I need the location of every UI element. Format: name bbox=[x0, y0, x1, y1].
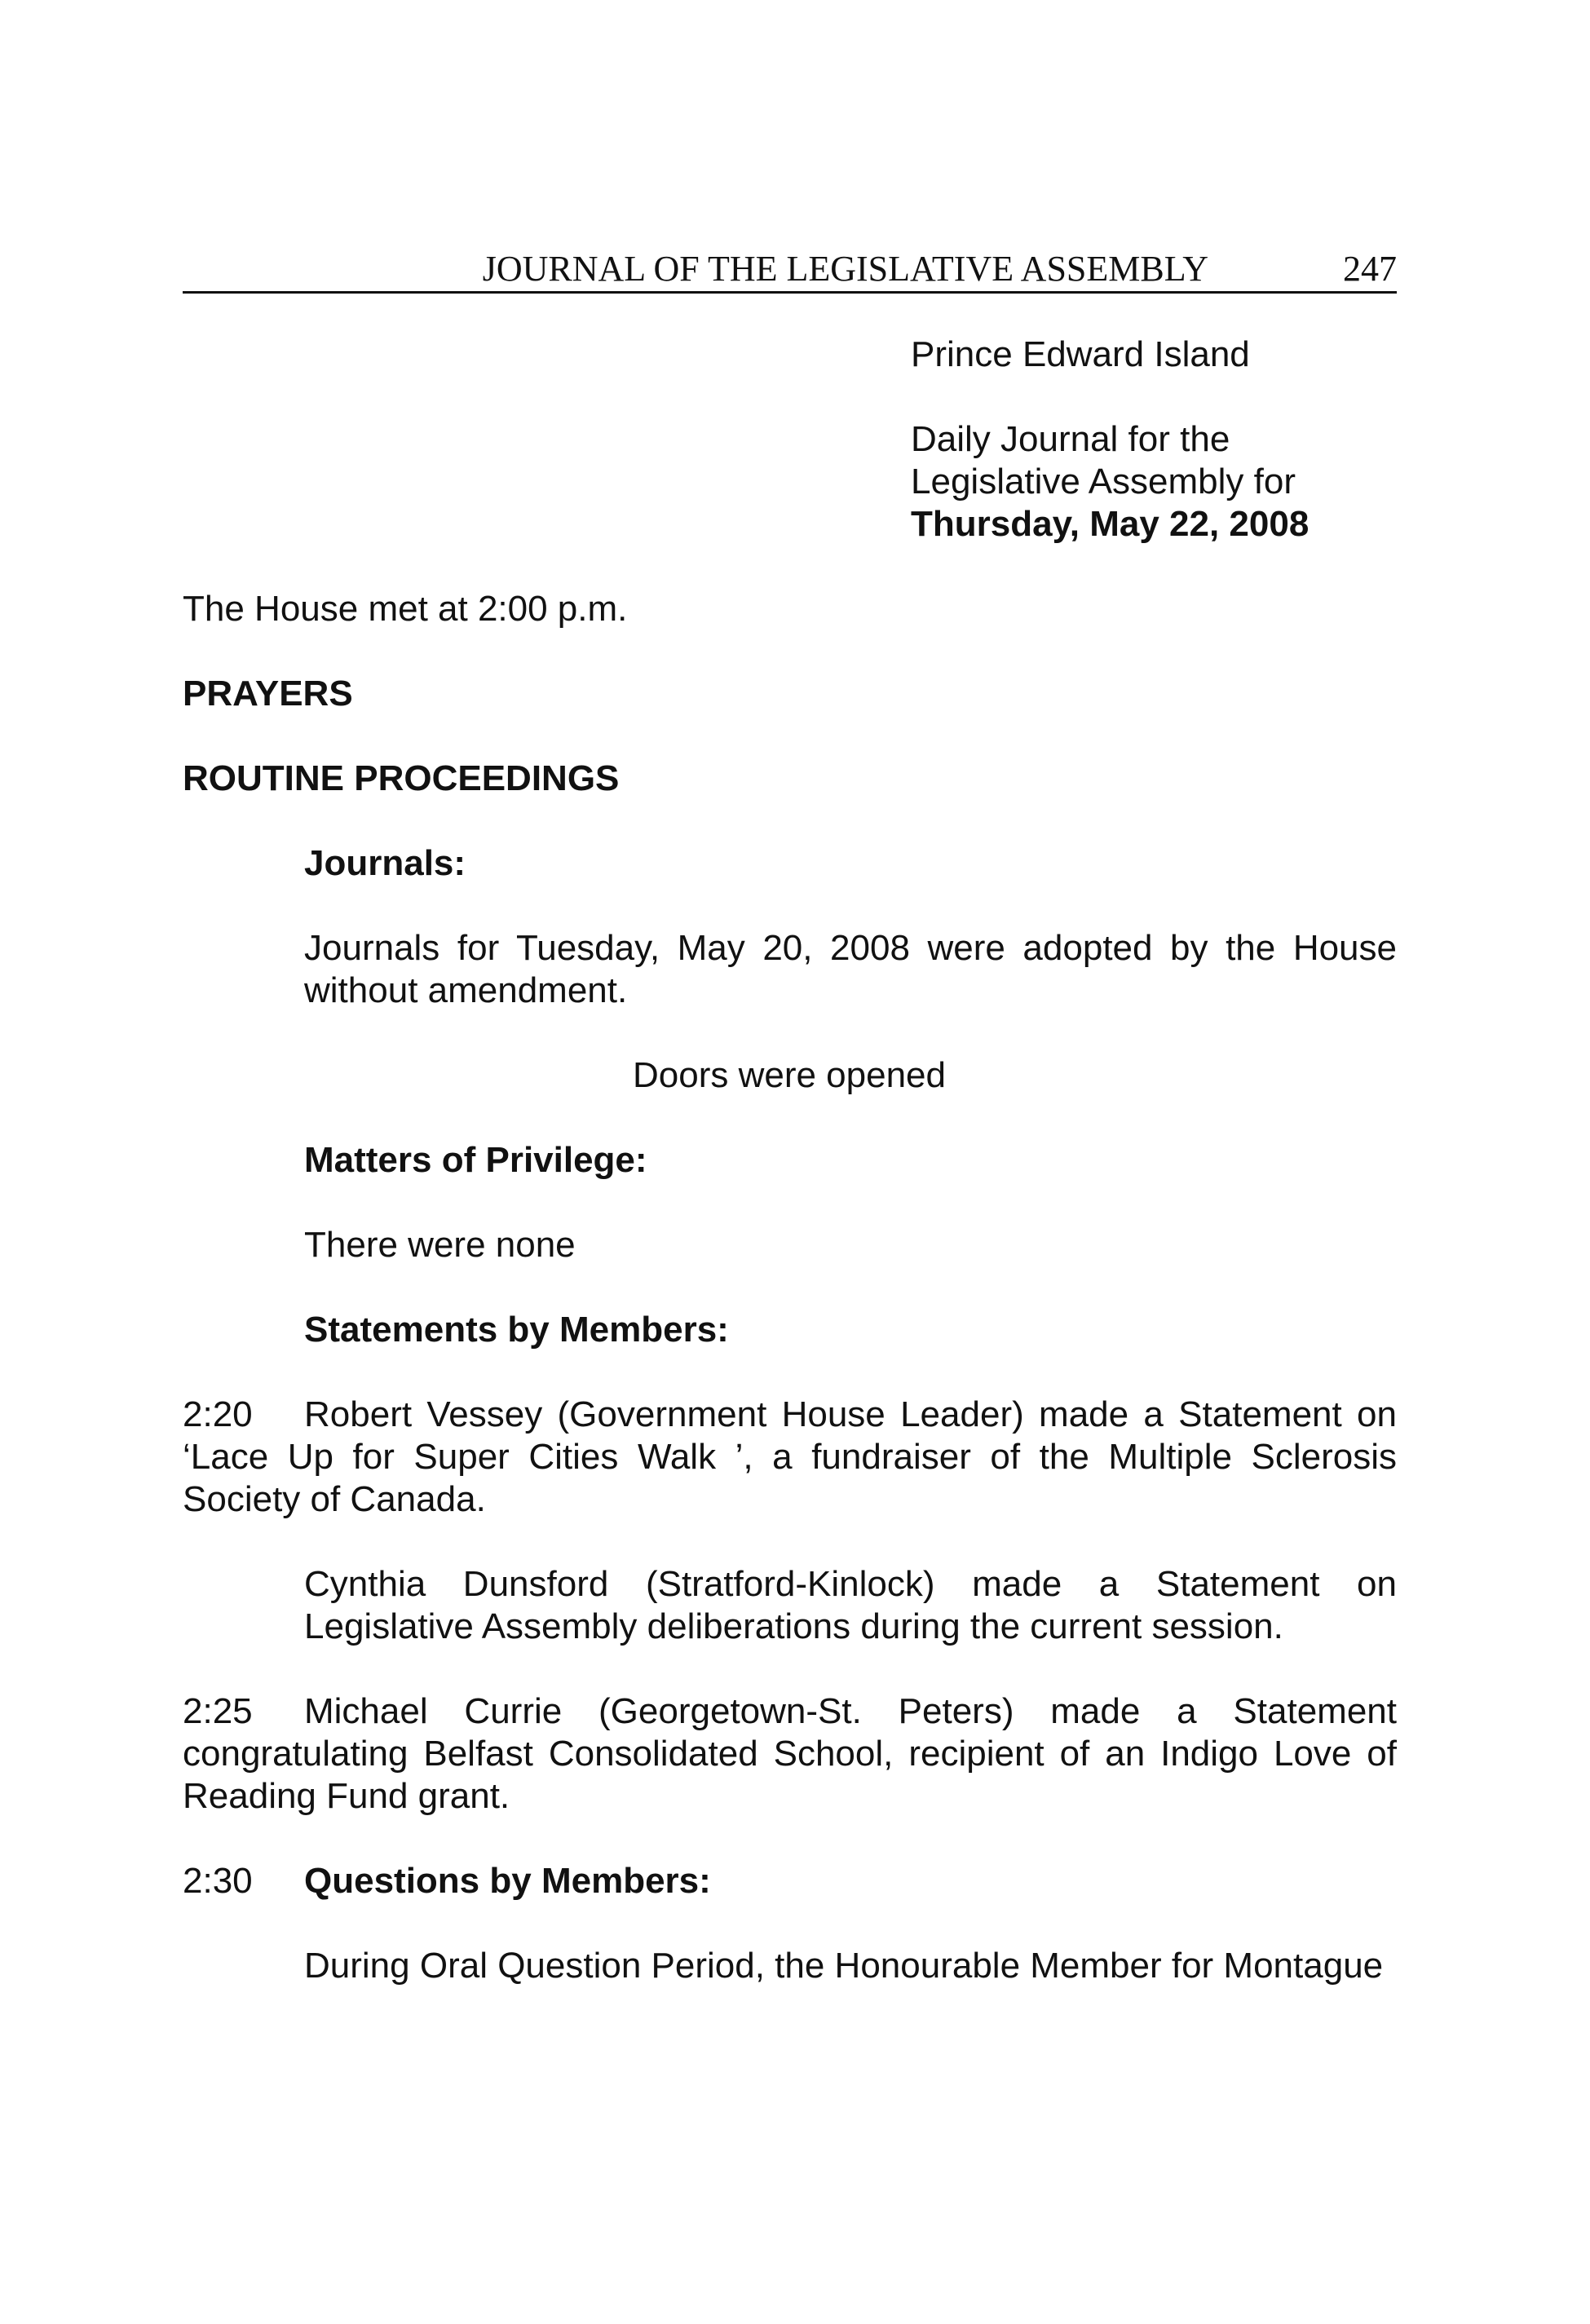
questions-text: During Oral Question Period, the Honourable Member for Montague bbox=[304, 1946, 1384, 1986]
statement-3-body: Michael Currie (Georgetown-St. Peters) made a Statement congratulating Belfast Consolidated School, recipient of an Indigo Love of Reading Fund grant. bbox=[183, 1691, 1397, 1816]
statement-1-time: 2:20 bbox=[183, 1394, 253, 1434]
privilege-heading: Matters of Privilege: bbox=[304, 1140, 647, 1180]
journals-text: Journals for Tuesday, May 20, 2008 were adopted by the House without amendment. bbox=[304, 928, 1397, 1010]
statement-1-body: Robert Vessey (Government House Leader) made a Statement on ‘Lace Up for Super Cities Walk ’, a fundraiser of the Multiple Sclerosis Society of Canada. bbox=[183, 1394, 1397, 1519]
province-name: Prince Edward Island bbox=[911, 334, 1250, 374]
routine-proceedings-heading: ROUTINE PROCEEDINGS bbox=[183, 758, 620, 798]
journals-heading: Journals: bbox=[304, 843, 466, 883]
journal-date: Thursday, May 22, 2008 bbox=[911, 504, 1310, 544]
header-rule bbox=[183, 291, 1397, 294]
doors-opened-line: Doors were opened bbox=[632, 1055, 946, 1095]
house-met-line: The House met at 2:00 p.m. bbox=[183, 589, 628, 629]
statement-2-text: Cynthia Dunsford (Stratford-Kinlock) made a Statement on Legislative Assembly deliberations during the current session. bbox=[304, 1564, 1397, 1646]
statement-3-time: 2:25 bbox=[183, 1691, 253, 1731]
journal-line-1: Daily Journal for the bbox=[911, 419, 1230, 459]
prayers-heading: PRAYERS bbox=[183, 674, 353, 714]
privilege-text: There were none bbox=[304, 1225, 576, 1265]
journal-line-2: Legislative Assembly for bbox=[911, 462, 1296, 501]
questions-heading: Questions by Members: bbox=[304, 1861, 711, 1901]
statements-heading: Statements by Members: bbox=[304, 1310, 729, 1350]
page-number: 247 bbox=[1343, 249, 1397, 289]
running-header-title: JOURNAL OF THE LEGISLATIVE ASSEMBLY bbox=[482, 249, 1208, 289]
statement-3-text bbox=[183, 1690, 1397, 1818]
questions-time: 2:30 bbox=[183, 1861, 253, 1901]
statement-1-text bbox=[183, 1394, 1397, 1521]
